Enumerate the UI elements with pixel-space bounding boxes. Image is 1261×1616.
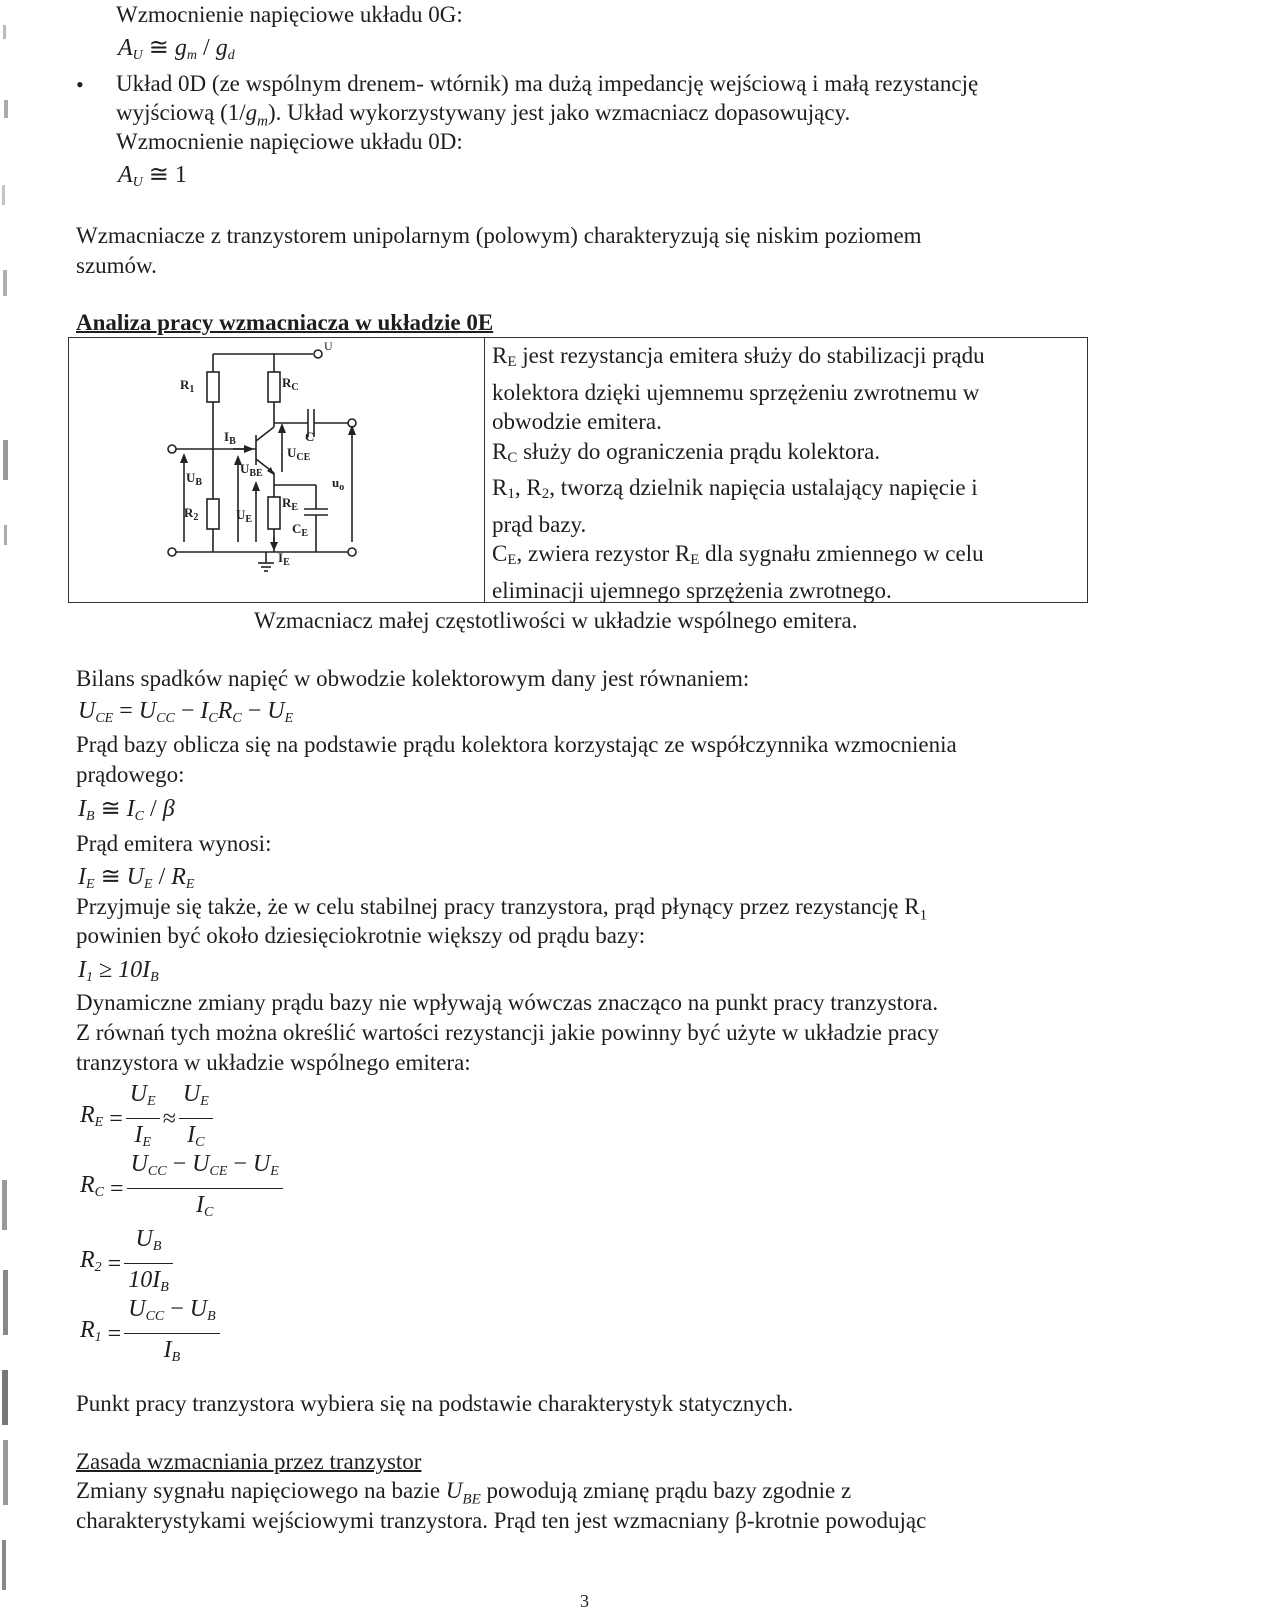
para-amplification-1: Zmiany sygnału napięciowego na bazie $U_{BE}$ powodują zmianę prądu bazy zgodnie z (76, 1478, 852, 1508)
section-title: Analiza pracy wzmacniacza w układzie 0E (76, 310, 494, 335)
figure-divider (484, 337, 485, 603)
heading-0g: Wzmocnienie napięciowe układu 0G: (116, 2, 463, 27)
para-dynamic-3: tranzystora w układzie wspólnego emitera: (76, 1050, 471, 1075)
desc-line-7: $C_E$, zwiera rezystor $R_E$ dla sygnału zmiennego w celu (492, 541, 984, 568)
bullet-line-1: Układ 0D (ze wspólnym drenem- wtórnik) ma dużą impedancję wejściową i małą rezystancję (116, 71, 979, 96)
label-ib: $I_B$ (224, 429, 236, 447)
label-ub: $U_B$ (186, 470, 203, 488)
heading-0d: Wzmocnienie napięciowe układu 0D: (116, 129, 463, 154)
figure-description (492, 341, 1082, 605)
figure-caption: Wzmacniacz małej częstotliwości w układzie wspólnego emitera. (254, 608, 858, 633)
desc-line-3: obwodzie emitera. (492, 409, 662, 434)
label-ce: $C_E$ (292, 521, 309, 539)
label-ucc: U (324, 339, 333, 353)
equation-uce: $U_{CE} = U_{CC} - I_CR_C - U_E$ (78, 698, 294, 726)
para-r1-current-2: powinien być około dziesięciokrotnie większy od prądu bazy: (76, 923, 646, 948)
equation-ib: $I_B$ ≅ $I_C$ / β (78, 796, 175, 824)
para-emitter-current: Prąd emitera wynosi: (76, 831, 272, 856)
scan-edge-artifacts (0, 0, 14, 1603)
para-r1-current-1: Przyjmuje się także, że w celu stabilnej pracy tranzystora, prąd płynący przez rezystancję $R_1$ (76, 894, 928, 924)
noise-line-2: szumów. (76, 253, 157, 278)
equation-rc: $R_C$ = $\frac{U_{CC} - U_{CE} - U_E}{I_C}$ (80, 1150, 286, 1227)
equation-av-0g: $A_U$ ≅ $g_m / g_d$ (118, 35, 235, 63)
desc-line-4: $R_C$ służy do ograniczenia prądu kolektora. (492, 438, 881, 466)
desc-line-6: prąd bazy. (492, 511, 587, 537)
desc-line-5: $R_1$, $R_2$, tworzą dzielnik napięcia ustalający napięcie i (492, 475, 978, 502)
para-base-current-2: prądowego: (76, 762, 185, 787)
equation-r2: $R_2$ = $\frac{U_B}{10I_B}$ (80, 1225, 176, 1302)
label-r1: $R_1$ (180, 377, 195, 395)
label-ube: $U_{BE}$ (240, 461, 263, 479)
desc-line-1: $R_E$ jest rezystancja emitera służy do stabilizacji prądu (492, 343, 985, 370)
para-operating-point: Punkt pracy tranzystora wybiera się na podstawie charakterystyk statycznych. (76, 1391, 794, 1416)
label-re: $R_E$ (282, 495, 299, 513)
para-dynamic-2: Z równań tych można określić wartości rezystancji jakie powinny być użyte w układzie pracy (76, 1020, 939, 1045)
equation-re: $R_E$ = $\frac{U_E}{I_E}$ ≈ $\frac{U_E}{I_C}$ (80, 1080, 216, 1157)
label-ue: $U_E$ (236, 507, 253, 525)
page-number: 3 (580, 1591, 589, 1611)
desc-line-8: eliminacji ujemnego sprzężenia zwrotnego. (492, 577, 892, 603)
bullet-marker: • (76, 72, 84, 97)
subsection-title: Zasada wzmacniania przez tranzystor (76, 1449, 422, 1474)
equation-ie: $I_E$ ≅ $U_E / R_E$ (78, 864, 195, 892)
equation-i1: $I_1 \ge 10I_B$ (78, 957, 159, 985)
equation-av-0d: $A_U$ ≅ 1 (118, 162, 187, 190)
label-c: C (305, 429, 315, 444)
common-emitter-circuit (68, 337, 484, 603)
label-r2: $R_2$ (184, 505, 199, 523)
para-voltage-balance: Bilans spadków napięć w obwodzie kolektorowym dany jest równaniem: (76, 666, 750, 691)
noise-line-1: Wzmacniacze z tranzystorem unipolarnym (polowym) charakteryzują się niskim poziomem (76, 223, 922, 248)
equation-r1: $R_1$ = $\frac{U_{CC} - U_B}{I_B}$ (80, 1295, 223, 1372)
label-rc: $R_C$ (282, 375, 299, 393)
label-uo: $u_o$ (332, 475, 345, 493)
desc-line-2: kolektora dzięki ujemnemu sprzężeniu zwrotnemu w (492, 379, 980, 405)
label-uce: $U_{CE}$ (287, 445, 311, 463)
para-amplification-2: charakterystykami wejściowymi tranzystora. Prąd ten jest wzmacniany β-krotnie powodując (76, 1508, 927, 1533)
para-dynamic-1: Dynamiczne zmiany prądu bazy nie wpływają wówczas znacząco na punkt pracy tranzystora. (76, 990, 939, 1015)
para-base-current-1: Prąd bazy oblicza się na podstawie prądu kolektora korzystając ze współczynnika wzmocnienia (76, 732, 957, 757)
label-ie: $I_E$ (278, 550, 290, 568)
bullet-line-2: wyjściową $(1/g_m)$. Układ wykorzystywany jest jako wzmacniacz dopasowujący. (116, 100, 851, 130)
